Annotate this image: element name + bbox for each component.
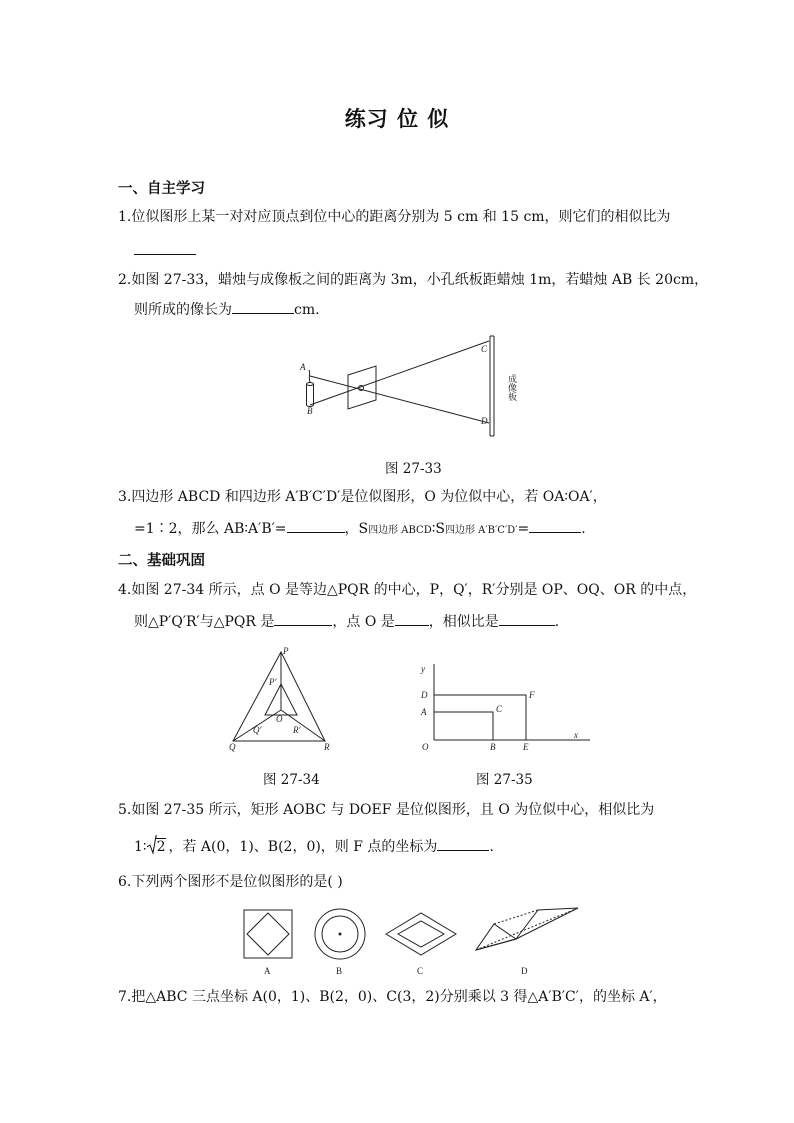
sqrt-symbol [147, 835, 157, 855]
question-2-text-b: cm. [294, 302, 320, 318]
figure-27-35-caption: 图 27-35 [476, 772, 533, 788]
question-5-text-a: 1∶ [134, 839, 147, 855]
fig33-label-a: A [300, 362, 306, 372]
question-3-blank-1 [287, 518, 345, 533]
section-heading-basic-consolidation: 二、基础巩固 [118, 553, 205, 569]
q6-option-b-label: B [336, 966, 343, 976]
figure-27-34 [222, 644, 338, 756]
question-6-line-1: 6.下列两个图形不是位似图形的是( ) [118, 874, 343, 890]
question-2-answer-blank [232, 299, 294, 314]
question-4-blank-2 [395, 611, 429, 626]
question-3-sub-1: 四边形 ABCD [368, 525, 432, 536]
page-title: 练习 位 似 [344, 107, 450, 131]
fig33-label-b: B [307, 406, 313, 416]
question-3-text-a: =1∶2，那么 AB∶A′B′= [134, 521, 287, 537]
question-4-line-1: 4.如图 27-34 所示，点 O 是等边△PQR 的中心，P，Q′，R′分别是 OP、OQ、OR 的中点， [118, 582, 697, 598]
fig34-label-o: O [276, 714, 283, 724]
fig34-label-r: R [324, 742, 330, 752]
question-4-text-b: ，点 O 是 [332, 614, 395, 630]
figure-27-33-caption: 图 27-33 [385, 461, 442, 477]
question-1-line-1: 1.位似图形上某一对对应顶点到位中心的距离分别为 5 cm 和 15 cm，则它们的相似比为 [118, 209, 671, 225]
figure-27-35 [416, 656, 594, 752]
question-1-answer-blank [134, 240, 196, 259]
question-3-line-2 [134, 518, 586, 541]
question-6-options-figure [236, 902, 586, 982]
question-3-text-e: . [581, 521, 586, 537]
question-4-blank-1 [274, 611, 332, 626]
fig34-label-r-prime: R′ [293, 725, 301, 735]
question-2-line-2 [134, 299, 320, 320]
fig33-label-c: C [481, 344, 488, 354]
section-heading-self-study: 一、自主学习 [118, 181, 205, 197]
question-5-line-1: 5.如图 27-35 所示，矩形 AOBC 与 DOEF 是位似图形，且 O 为位似中心，相似比为 [118, 802, 655, 818]
question-3-sub-2: 四边形 A′B′C′D′ [444, 525, 518, 536]
question-5-line-2 [134, 836, 494, 857]
question-4-line-2 [134, 611, 559, 632]
question-7-line-1: 7.把△ABC 三点坐标 A(0，1)、B(2，0)、C(3，2)分别乘以 3 得△A′B′C′，的坐标 A′， [118, 989, 667, 1005]
fig35-label-e: E [523, 742, 529, 752]
fig35-label-o: O [422, 742, 429, 752]
question-5-answer-blank [437, 836, 489, 851]
question-5-text-b: ，若 A(0，1)、B(2，0)，则 F 点的坐标为 [168, 839, 438, 855]
q6-option-a-label: A [264, 966, 271, 976]
fig35-label-b: B [490, 742, 496, 752]
question-4-text-c: ，相似比是 [428, 614, 499, 630]
question-4-text-d: . [554, 614, 560, 630]
fig34-label-q-prime: Q′ [253, 725, 262, 735]
fig35-label-y: y [421, 664, 425, 674]
figure-27-33 [296, 332, 526, 444]
fig34-label-q: Q [229, 742, 236, 752]
figure-27-34-caption: 图 27-34 [263, 772, 320, 788]
question-2-line-1: 2.如图 27-33，蜡烛与成像板之间的距离为 3m，小孔纸板距蜡烛 1m，若蜡烛 AB 长 20cm， [118, 272, 709, 288]
question-3-text-c: ∶S [431, 521, 445, 537]
question-2-text-a: 则所成的像长为 [134, 302, 232, 318]
fig33-label-d: D [481, 416, 488, 426]
fig35-label-a: A [421, 707, 427, 717]
fig35-label-f: F [529, 690, 535, 700]
question-4-blank-3 [499, 611, 555, 626]
question-4-text-a: 则△P′Q′R′与△PQR 是 [134, 614, 275, 630]
fig35-label-x: x [574, 730, 578, 740]
question-3-text-b: ，S [344, 521, 369, 537]
question-3-text-d: = [517, 521, 530, 537]
fig33-label-board: 成像板 [506, 374, 516, 401]
question-5-text-c: . [489, 839, 494, 855]
fig35-label-c: C [496, 704, 503, 714]
question-3-blank-2 [529, 518, 581, 533]
q6-option-c-label: C [417, 966, 424, 976]
sqrt-radicand: 2 [156, 839, 166, 855]
fig35-label-d: D [421, 690, 428, 700]
question-3-line-1: 3.四边形 ABCD 和四边形 A′B′C′D′是位似图形，O 为位似中心，若 OA∶OA′， [118, 489, 607, 505]
q6-option-d-label: D [521, 966, 528, 976]
sqrt-expression [147, 837, 167, 857]
fig34-label-p-prime: P′ [269, 677, 277, 687]
fig34-label-p: P [283, 646, 289, 656]
